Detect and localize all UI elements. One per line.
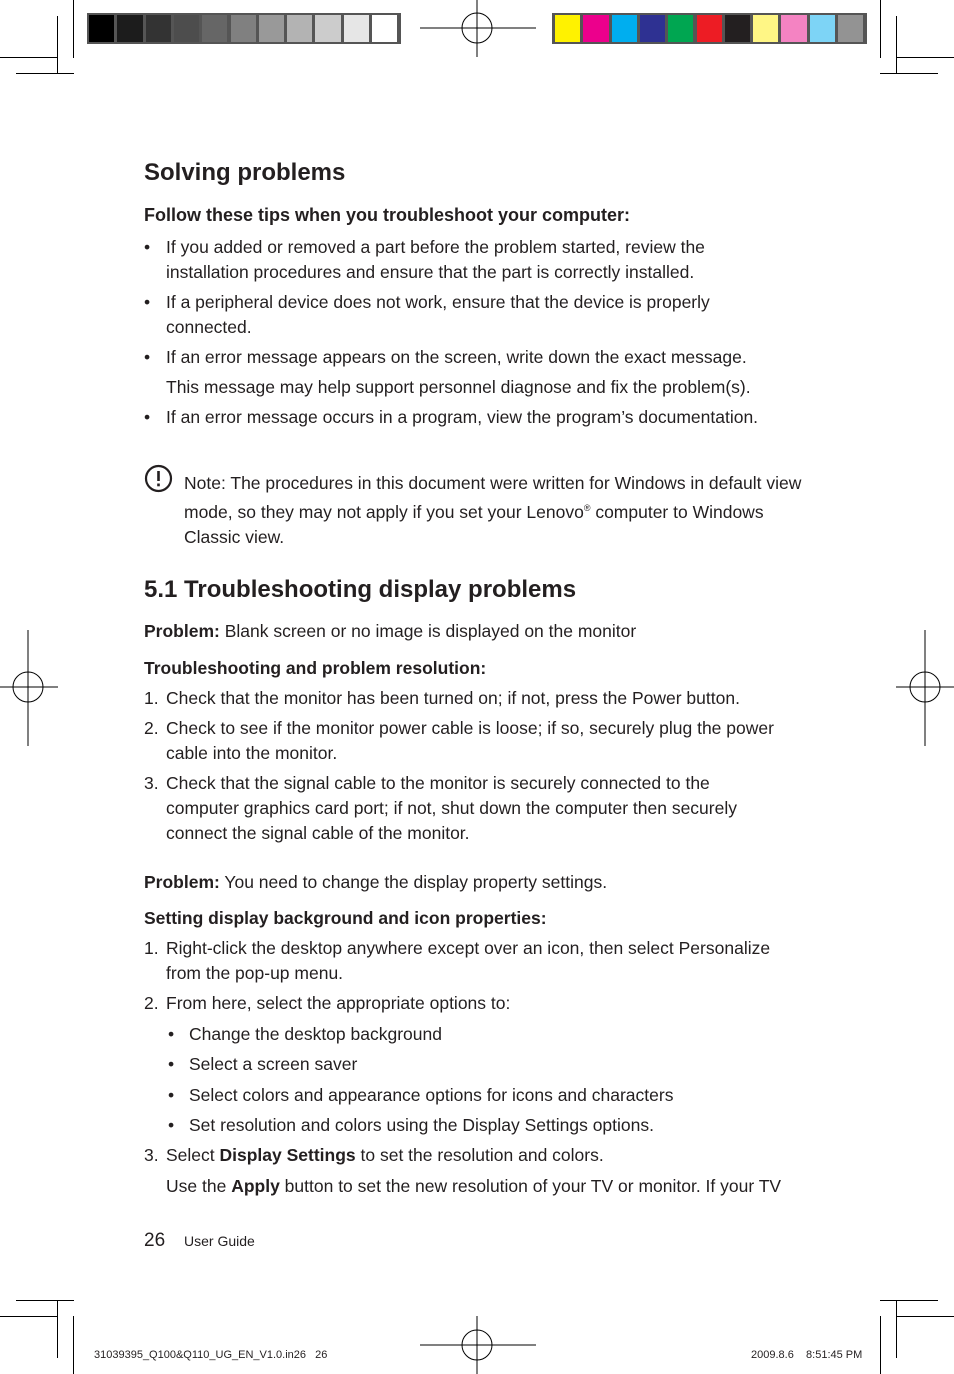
tip-item: If a peripheral device does not work, ensure that the device is properly connected. [166, 292, 710, 337]
resolution-heading: Troubleshooting and problem resolution: [144, 658, 487, 678]
color-swatch [259, 15, 284, 42]
registration-mark-right [896, 630, 954, 746]
step-number: 1. [144, 688, 159, 708]
color-swatch [287, 15, 312, 42]
color-swatch [838, 15, 863, 42]
bold-text: Apply [231, 1176, 280, 1196]
step: Check that the monitor has been turned on; if not, press the Power button. [166, 688, 740, 708]
color-swatch [372, 15, 397, 42]
option-item: Select a screen saver [189, 1054, 358, 1074]
problem-text: Blank screen or no image is displayed on the monitor [219, 621, 637, 641]
tips-heading: Follow these tips when you troubleshoot your computer: [144, 205, 631, 225]
tip-item: If you added or removed a part before the problem started, review the installation procedures and ensure that the part is correctly installed. [166, 237, 705, 282]
bullet: • [144, 237, 151, 257]
text: Select [166, 1145, 220, 1165]
section-heading: 5.1 Troubleshooting display problems [144, 576, 577, 603]
color-swatch [753, 15, 778, 42]
tip-item: If an error message occurs in a program, view the program’s documentation. [166, 407, 759, 427]
step: Right-click the desktop anywhere except over an icon, then select Personalize from the pop-up menu. [166, 938, 771, 983]
registration-mark-top [420, 0, 536, 58]
color-swatch [781, 15, 806, 42]
slug-file: 31039395_Q100&Q110_UG_EN_V1.0.in26 26 [94, 1349, 328, 1361]
problem-2 [144, 870, 804, 895]
option-item: Select colors and appearance options for icons and characters [189, 1085, 674, 1105]
color-swatch [697, 15, 722, 42]
registration-mark-bottom [420, 1316, 536, 1374]
step-number: 3. [144, 773, 159, 793]
text: button to set the new resolution of your TV or monitor. If your TV [279, 1176, 782, 1196]
option-item: Set resolution and colors using the Display Settings options. [189, 1115, 654, 1135]
option-item: Change the desktop background [189, 1024, 442, 1044]
bullet: • [144, 292, 151, 312]
color-swatch [202, 15, 227, 42]
bullet: • [144, 347, 151, 367]
settings-heading: Setting display background and icon properties: [144, 908, 547, 928]
note [184, 471, 804, 550]
bullet: • [144, 407, 151, 427]
problem-text: You need to change the display property settings. [219, 872, 608, 892]
slug-date: 2009.8.6 8:51:45 PM [751, 1349, 863, 1361]
color-swatch [315, 15, 340, 42]
color-swatch [174, 15, 199, 42]
note-text: The procedures in this document were written for Windows in default view mode, so they may not apply if you set your Lenovo [184, 473, 802, 522]
footer-label: User Guide [184, 1233, 255, 1249]
step: Check to see if the monitor power cable is loose; if so, securely plug the power cable into the monitor. [166, 718, 774, 763]
color-swatch [583, 15, 608, 42]
color-swatch [668, 15, 693, 42]
bullet: • [168, 1024, 175, 1044]
color-swatch [117, 15, 142, 42]
step: Check that the signal cable to the monitor is securely connected to the computer graphics card port; if not, shut down the computer then securely connect the signal cable of the monitor. [166, 773, 737, 843]
note-label: Note: [184, 473, 226, 493]
bullet: • [168, 1085, 175, 1105]
exclamation-circle-icon [144, 464, 173, 493]
tip-item-continuation: This message may help support personnel diagnose and fix the problem(s). [166, 377, 751, 397]
bullet: • [168, 1054, 175, 1074]
text: to set the resolution and colors. [355, 1145, 604, 1165]
color-swatch [810, 15, 835, 42]
color-swatch [725, 15, 750, 42]
tip-item: If an error message appears on the screen, write down the exact message. [166, 347, 747, 367]
step: From here, select the appropriate options to: [166, 993, 511, 1013]
bold-text: Display Settings [219, 1145, 356, 1165]
color-swatch [146, 15, 171, 42]
step-3-continuation [166, 1174, 826, 1199]
step-number: 1. [144, 938, 159, 958]
registered-mark: ® [583, 503, 591, 513]
color-swatch [555, 15, 580, 42]
step-3 [166, 1143, 806, 1168]
bullet: • [168, 1115, 175, 1135]
step-number: 2. [144, 993, 159, 1013]
color-swatch [344, 15, 369, 42]
problem-label: Problem: [144, 872, 220, 892]
page-number: 26 [144, 1230, 166, 1251]
text: Use the [166, 1176, 232, 1196]
step-number: 2. [144, 718, 159, 738]
registration-mark-left [0, 630, 58, 746]
color-swatch [89, 15, 114, 42]
problem-1 [144, 619, 804, 644]
page-title: Solving problems [144, 159, 346, 186]
color-swatch [640, 15, 665, 42]
problem-label: Problem: [144, 621, 220, 641]
color-swatch [231, 15, 256, 42]
step-number: 3. [144, 1145, 159, 1165]
note-text-cont: computer to Windows Classic view. [184, 501, 764, 547]
color-swatch [612, 15, 637, 42]
